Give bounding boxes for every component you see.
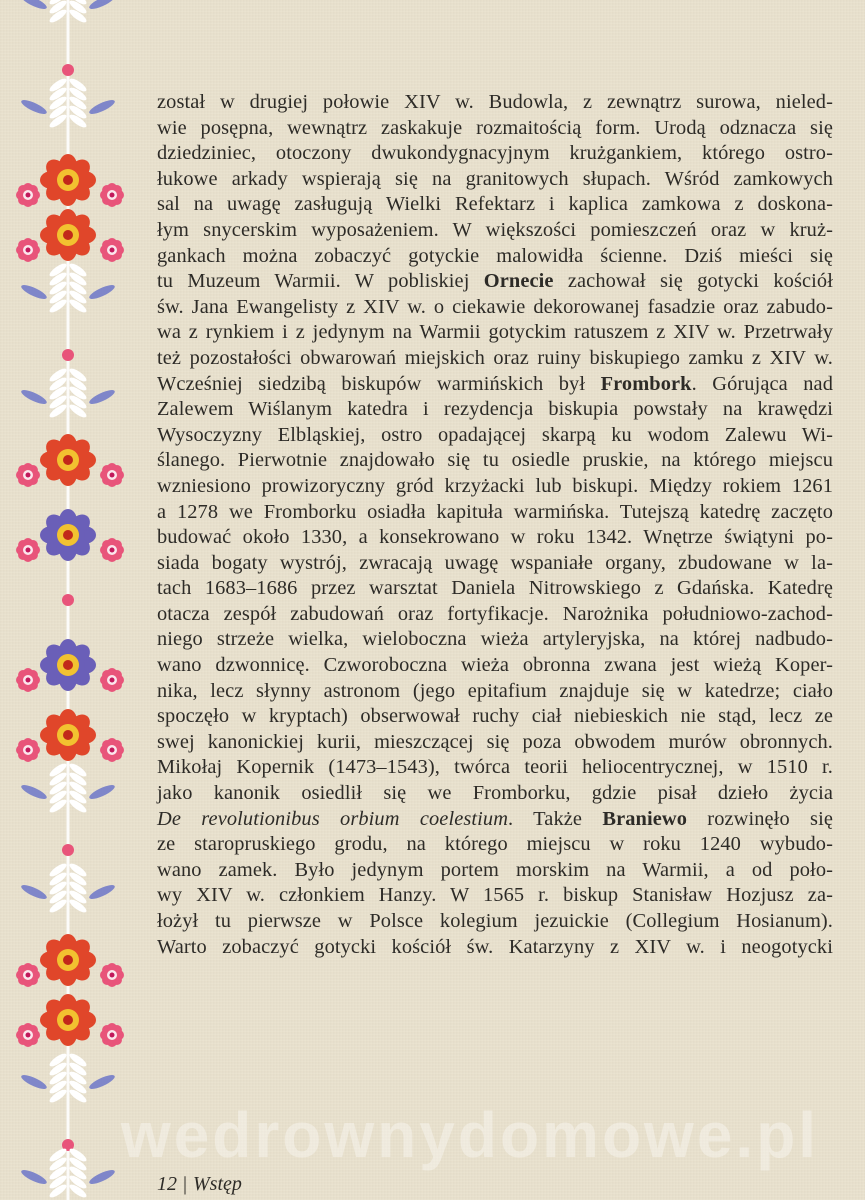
place-name-orneta: Ornecie	[483, 270, 554, 293]
pink-side-flower	[100, 1023, 124, 1047]
text-line: łożył tu pierwsze w Polsce kolegium jezuickie (Collegium Hosianum).	[157, 910, 833, 932]
text-line: łym snycerskim wyposażeniem. W większości pomieszczeń oraz w kruż-	[157, 218, 833, 241]
text-line: Zalewem Wiślanym katedra i rezydencja biskupia powstały na krawędzi	[157, 398, 833, 421]
text-line: sal na uwagę zasługują Wielki Refektarz i kaplica zamkowa z doskona-	[157, 193, 833, 216]
text-line: Wcześniej siedzibą biskupów warmińskich był Frombork. Górująca nad	[157, 372, 833, 395]
pink-side-flower	[100, 463, 124, 487]
page-number: 12	[157, 1173, 177, 1195]
red-flower	[40, 154, 96, 206]
pink-side-flower	[16, 963, 40, 987]
red-flower	[40, 934, 96, 986]
text-line: spoczęło w kryptach) obserwował ruchy ciał niebieskich nie stąd, lecz ze	[157, 705, 833, 728]
pink-side-flower	[16, 463, 40, 487]
text-line: gankach można zobaczyć gotyckie malowidła ścienne. Dziś mieści się	[157, 244, 833, 267]
violet-flower	[40, 509, 96, 561]
pink-side-flower	[100, 963, 124, 987]
text-line: wano dzwonnicę. Czworoboczna wieża obronna zwana jest wieżą Koper-	[157, 654, 833, 677]
text-line: został w drugiej połowie XIV w. Budowla, z zewnątrz surowa, nieled-	[157, 91, 833, 113]
red-flower	[40, 434, 96, 486]
pink-side-flower	[100, 738, 124, 762]
text-line: wa z rynkiem i z jedynym na Warmii gotyckim ratuszem z XIV w. Przetrwały	[157, 321, 833, 344]
text-line: wzniesiono prowizoryczny gród krzyżacki lub biskupi. Między rokiem 1261	[157, 474, 833, 497]
text-line: łukowe arkady wspierają się na granitowych słupach. Wśród zamkowych	[157, 167, 833, 190]
pink-side-flower	[16, 1023, 40, 1047]
text-line: otacza zespół zabudowań oraz fortyfikacje. Narożnika południowo-zachod-	[157, 602, 833, 625]
pink-side-flower	[16, 538, 40, 562]
folk-flower-border	[0, 0, 125, 1200]
pink-side-flower	[16, 183, 40, 207]
text-line: siada bogaty wystrój, zwracają uwagę wspaniałe organy, zbudowane w la-	[157, 551, 833, 574]
text-line: niego strzeże wielka, wieloboczna wieża artyleryjska, na której nadbudo-	[157, 628, 833, 651]
text-line: ślanego. Pierwotnie znajdowało się tu osiedle pruskie, na którego miejscu	[157, 449, 833, 472]
footer-separator: |	[183, 1173, 188, 1195]
text-line: wano zamek. Było jedynym portem morskim na Warmii, a od poło-	[157, 858, 833, 881]
text-line: też pozostałości obwarowań miejskich oraz ruiny biskupiego zamku z XIV w.	[157, 346, 833, 369]
section-name: Wstęp	[193, 1173, 242, 1195]
pink-side-flower	[100, 183, 124, 207]
pink-side-flower	[16, 738, 40, 762]
small-blossom	[62, 64, 74, 76]
violet-flower	[40, 639, 96, 691]
text-line: tach 1683–1686 przez warsztat Daniela Nitrowskiego z Gdańska. Katedrę	[157, 577, 833, 600]
pink-side-flower	[16, 668, 40, 692]
body-text	[157, 90, 833, 960]
text-line: wy XIV w. członkiem Hanzy. W 1565 r. biskup Stanisław Hozjusz za-	[157, 884, 833, 907]
text-line: Wysoczyzny Elbląskiej, ostro opadającej skarpą ku wodom Zalewu Wi-	[157, 423, 833, 446]
small-blossom	[62, 844, 74, 856]
place-name-frombork: Frombork	[600, 372, 692, 395]
text-line: tu Muzeum Warmii. W pobliskiej Ornecie zachował się gotycki kościół	[157, 270, 833, 293]
text-line: a 1278 we Fromborku osiadła kapituła warmińska. Tutejszą katedrę zaczęto	[157, 500, 833, 523]
text-line: dziedziniec, otoczony dwukondygnacyjnym krużgankiem, którego ostro-	[157, 142, 833, 165]
pink-side-flower	[100, 668, 124, 692]
text-line: jako kanonik osiedlił się we Fromborku, gdzie pisał dzieło życia	[157, 782, 833, 805]
red-flower	[40, 709, 96, 761]
pink-side-flower	[16, 238, 40, 262]
text-line: Mikołaj Kopernik (1473–1543), twórca teorii heliocentrycznej, w 1510 r.	[157, 756, 833, 779]
text-line: Warto zobaczyć gotycki kościół św. Katarzyny z XIV w. i neogotycki	[157, 935, 833, 958]
text-line: św. Jana Ewangelisty z XIV w. o ciekawie dekorowanej fasadzie oraz zabudo-	[157, 295, 833, 318]
pink-side-flower	[100, 238, 124, 262]
red-flower	[40, 994, 96, 1046]
place-name-braniewo: Braniewo	[602, 807, 687, 830]
text-line: nika, lecz słynny astronom (jego epitafium znajduje się w katedrze; ciało	[157, 679, 833, 702]
text-line: De revolutionibus orbium coelestium. Także Braniewo rozwinęło się	[157, 807, 833, 830]
red-flower	[40, 209, 96, 261]
text-line: swej kanonickiej kurii, mieszczącej się poza obwodem murów obronnych.	[157, 730, 833, 753]
small-blossom	[62, 349, 74, 361]
watermark: wedrownydomowe.pl	[120, 1099, 820, 1171]
small-blossom	[62, 594, 74, 606]
pink-side-flower	[100, 538, 124, 562]
page-footer	[157, 1173, 242, 1196]
text-line: wie posępna, wewnątrz zaskakuje rozmaitością form. Urodą odznacza się	[157, 116, 833, 139]
text-line: ze staropruskiego grodu, na którego miejscu w roku 1240 wybudo-	[157, 833, 833, 856]
text-line: budować około 1330, a konsekrowano w roku 1342. Wnętrze świątyni po-	[157, 526, 833, 549]
book-title: De revolutionibus orbium coelestium	[157, 807, 509, 830]
